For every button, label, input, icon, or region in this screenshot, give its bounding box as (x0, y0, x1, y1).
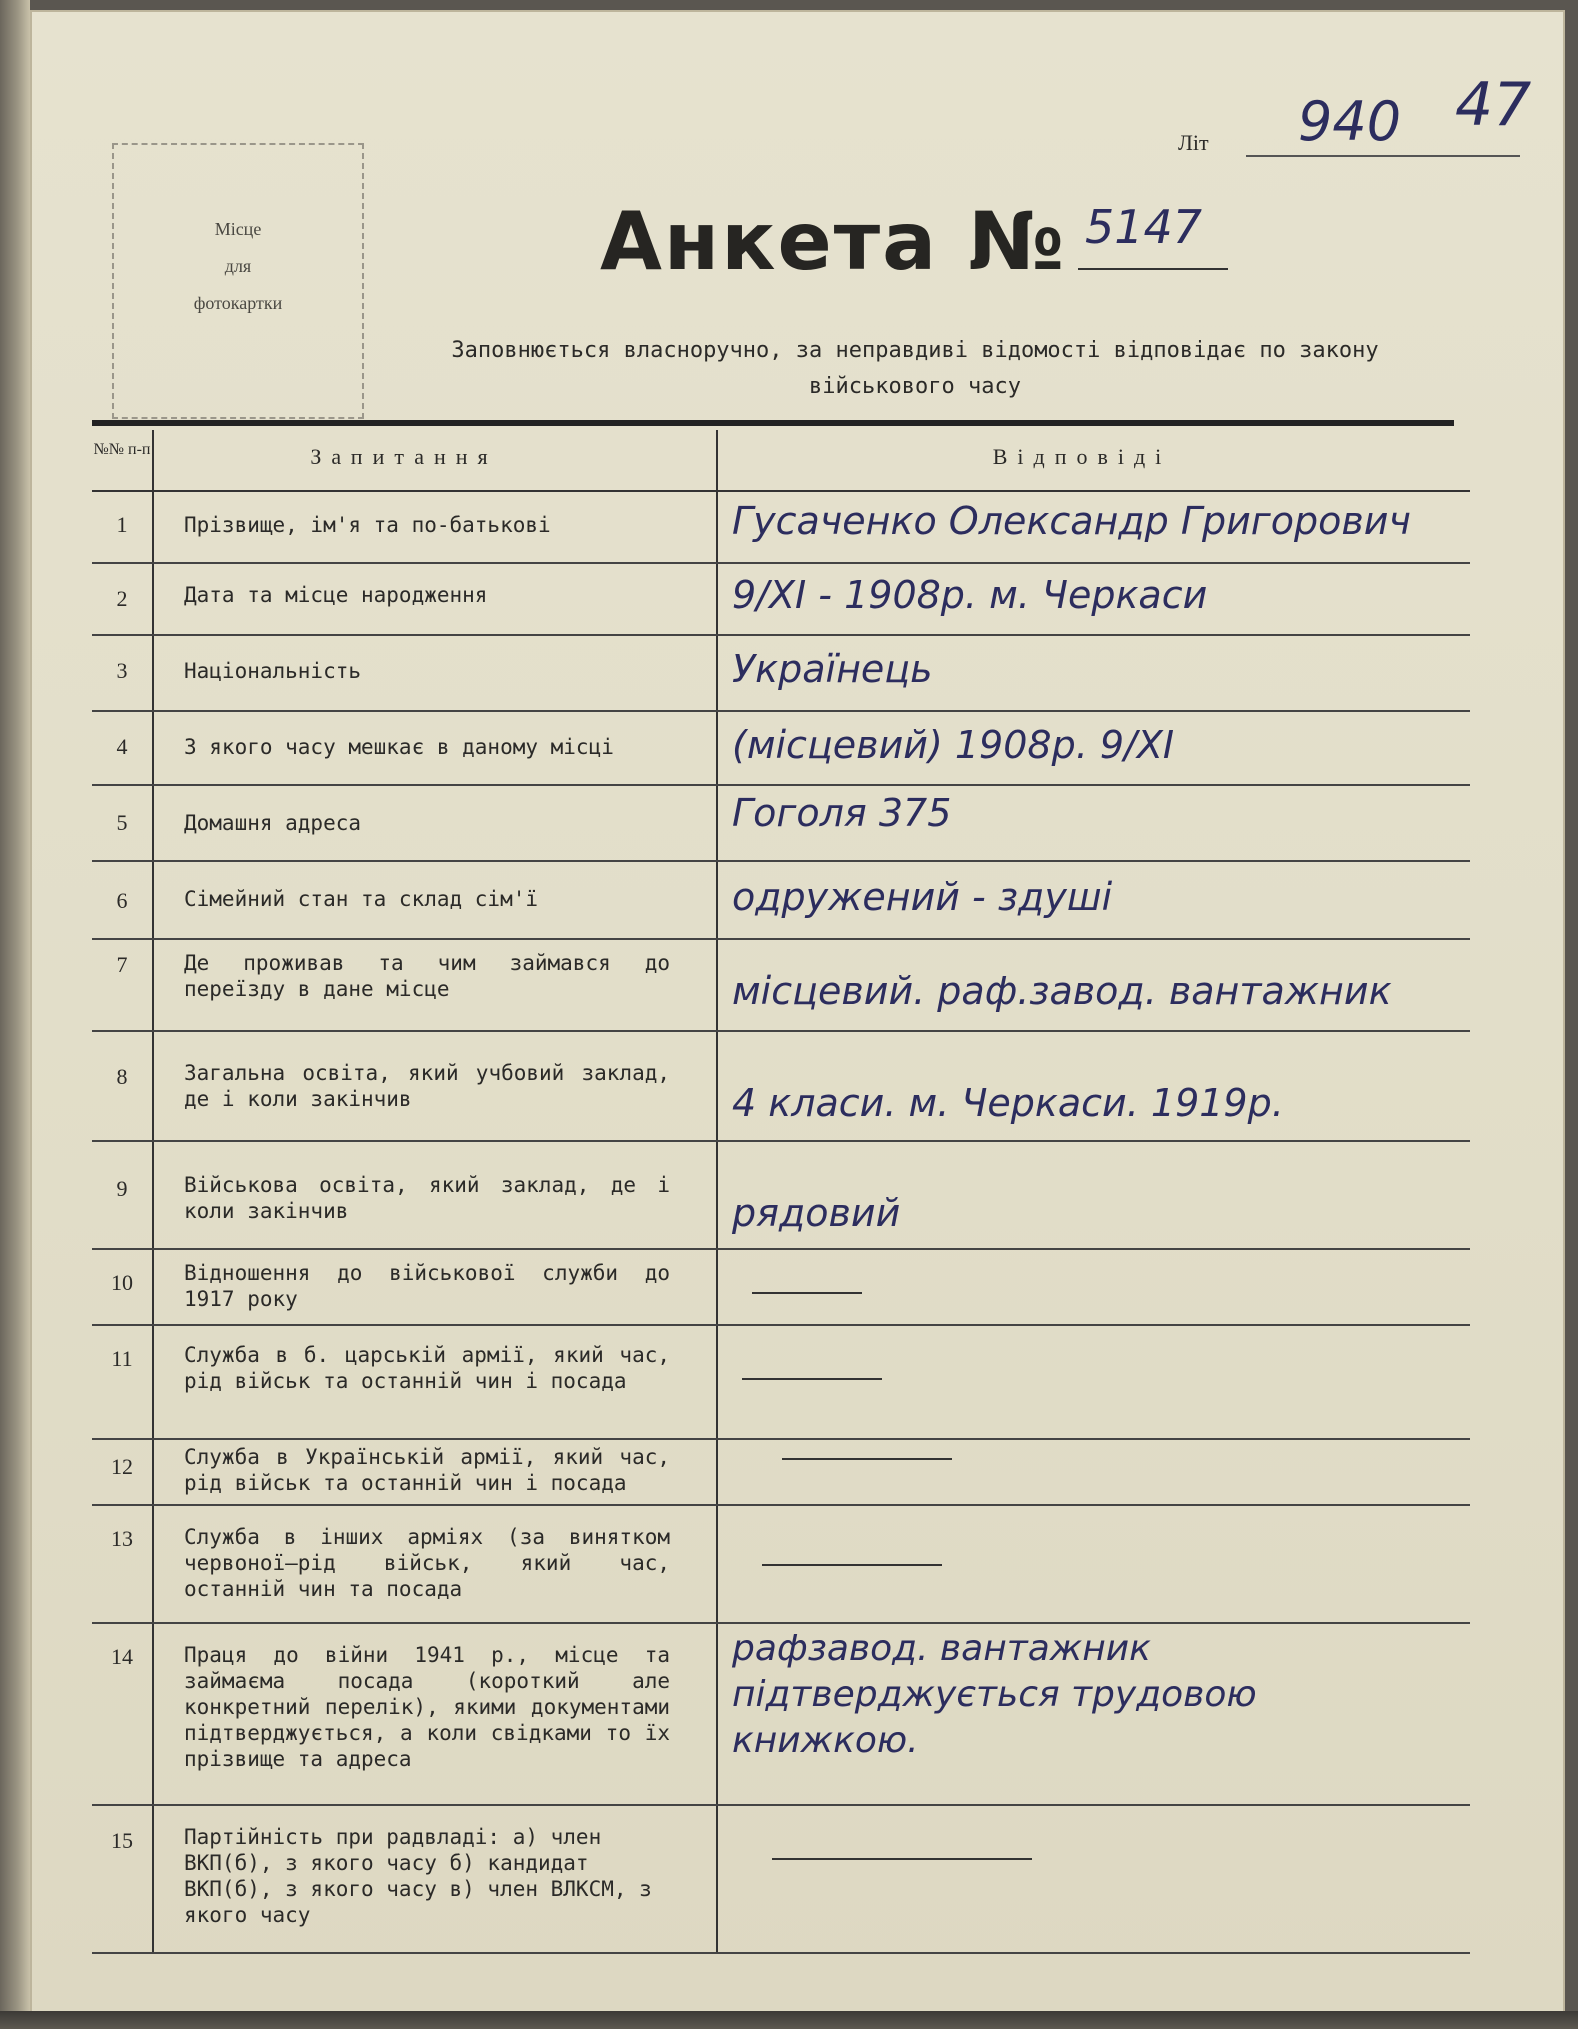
table-row (92, 562, 1470, 636)
row-number: 9 (116, 1176, 128, 1201)
col-question-header: Запитання (310, 444, 498, 469)
empty-answer-dash (752, 1292, 862, 1294)
row-question: Служба в інших арміях (за винятком червоної—рід військ, який час, останній чин та посада (184, 1525, 670, 1601)
table-row (92, 860, 1470, 940)
row-answer: місцевий. раф.завод. вантажник (732, 969, 1392, 1013)
table-row (92, 1622, 1470, 1806)
table-row (92, 1804, 1470, 1954)
lit-underline (1246, 155, 1520, 157)
row-question: Де проживав та чим займався до переїзду в дане місце (184, 951, 670, 1001)
subtitle-line-2: військового часу (809, 374, 1021, 399)
row-answer: 4 класи. м. Черкаси. 1919р. (732, 1081, 1284, 1125)
empty-answer-dash (742, 1378, 882, 1380)
row-number: 7 (116, 952, 128, 977)
header-rule (92, 420, 1454, 426)
photo-placeholder (112, 143, 364, 419)
row-question: Служба в б. царській армії, який час, рід військ та останній чин і посада (184, 1343, 670, 1393)
row-question: Відношення до військової служби до 1917 року (184, 1261, 670, 1311)
row-question: Домашня адреса (184, 811, 362, 835)
row-number: 3 (116, 658, 128, 683)
row-question: Національність (184, 659, 362, 683)
table-header (92, 430, 1470, 492)
row-question: З якого часу мешкає в даному місці (184, 735, 614, 759)
photo-label-1: Місце (214, 219, 262, 239)
row-question: Дата та місце народження (184, 583, 488, 607)
row-number: 13 (111, 1526, 133, 1551)
row-number: 15 (111, 1828, 133, 1853)
row-number: 5 (116, 810, 128, 835)
table-row (92, 784, 1470, 862)
lit-value: 940 (1298, 90, 1402, 153)
table-row (92, 938, 1470, 1032)
row-number: 8 (116, 1064, 128, 1089)
row-number: 6 (116, 888, 128, 913)
binding-edge (0, 0, 30, 2029)
row-number: 11 (111, 1346, 133, 1371)
table-row (92, 1248, 1470, 1326)
empty-answer-dash (782, 1458, 952, 1460)
row-number: 4 (116, 734, 128, 759)
table-row (92, 1324, 1470, 1440)
form-subtitle (390, 333, 1440, 405)
row-number: 2 (116, 586, 128, 611)
row-answer: Гоголя 375 (732, 791, 952, 835)
table-row (92, 1438, 1470, 1506)
lit-label: Літ (1178, 130, 1209, 155)
photo-label-2: для (224, 256, 252, 276)
empty-answer-dash (772, 1858, 1032, 1860)
table-row (92, 634, 1470, 712)
col-answer-header: Відповіді (992, 444, 1172, 469)
lit-extra: 47 (1455, 70, 1532, 140)
row-number: 14 (111, 1644, 133, 1669)
table-row (92, 1140, 1470, 1250)
row-answer: 9/XI - 1908р. м. Черкаси (732, 573, 1208, 617)
row-question: Партійність при радвладі: а) член ВКП(б), з якого часу б) кандидат ВКП(б), з якого часу в) член ВЛКСМ, з якого часу (184, 1825, 652, 1927)
table-row (92, 490, 1470, 564)
page-bottom-edge (0, 2011, 1578, 2029)
row-number: 12 (111, 1454, 133, 1479)
col-number-header: №№ п-п (93, 441, 151, 458)
table-row (92, 1504, 1470, 1624)
form-number-underline (1078, 268, 1228, 270)
row-answer: Українець (732, 647, 933, 691)
empty-answer-dash (762, 1564, 942, 1566)
table-row (92, 710, 1470, 786)
row-question: Загальна освіта, який учбовий заклад, де і коли закінчив (184, 1061, 670, 1111)
row-answer: (місцевий) 1908р. 9/XI (732, 723, 1175, 767)
row-answer: рафзавод. вантажник підтверджується трудовою книжкою. (732, 1628, 1257, 1761)
row-question: Служба в Українській армії, який час, рід військ та останній чин і посада (184, 1445, 670, 1495)
row-question: Прізвище, ім'я та по-батькові (184, 513, 551, 537)
row-question: Праця до війни 1941 р., місце та займаєма посада (короткий але конкретний перелік), якими документами підтверджується, а коли свідками то їх прізвище та адреса (184, 1643, 670, 1771)
photo-label-3: фотокартки (193, 293, 283, 313)
table-row (92, 1030, 1470, 1142)
row-number: 10 (111, 1270, 133, 1295)
row-question: Сімейний стан та склад сім'ї (184, 887, 539, 911)
form-title: Анкета № (600, 195, 1067, 288)
row-question: Військова освіта, який заклад, де і коли закінчив (184, 1173, 670, 1223)
form-number: 5147 (1085, 200, 1203, 254)
subtitle-line-1: Заповнюється власноручно, за неправдиві відомості відповідає по закону (451, 338, 1379, 363)
row-answer: одружений - здуші (732, 875, 1113, 919)
row-number: 1 (116, 512, 128, 537)
row-answer: Гусаченко Олександр Григорович (732, 499, 1411, 543)
row-answer: рядовий (732, 1191, 901, 1235)
